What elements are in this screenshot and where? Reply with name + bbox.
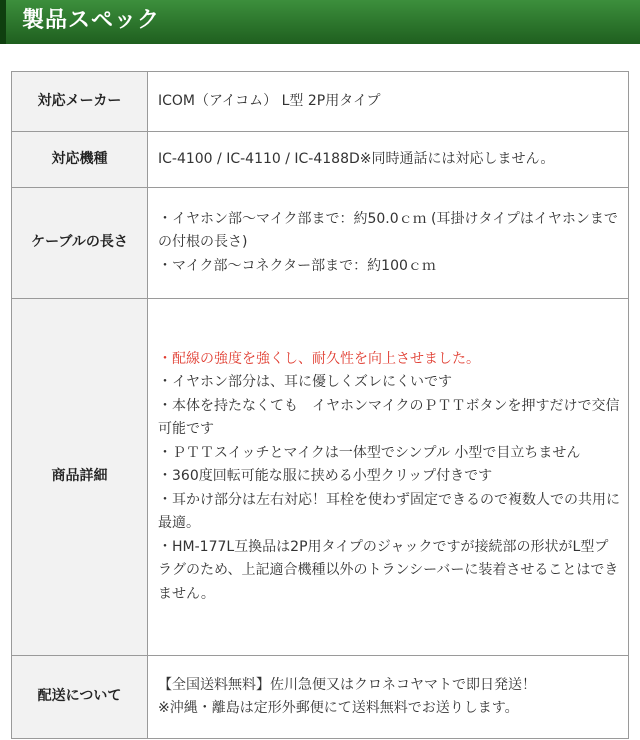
spec-line: ・マイク部〜コネクター部まで：約100ｃｍ — [158, 257, 436, 274]
section-header — [0, 0, 640, 44]
spec-line: ・360度回転可能な服に挟める小型クリップ付きです — [158, 468, 493, 485]
spec-line: ・HM-177L互換品は2P用タイプのジャックですが接続部の形状がL型プラグのため、上記適合機種以外のトランシーバーに装着させることはできません。 — [158, 538, 619, 602]
spec-line: ICOM（アイコム） L型 2P用タイプ — [158, 92, 381, 109]
section-title: 製品スペック — [22, 8, 161, 33]
spec-value — [148, 72, 629, 132]
spec-line: IC-4100 / IC-4110 / IC-4188D※同時通話には対応しません。 — [158, 150, 555, 167]
spec-line: ・イヤホン部〜マイク部まで：約50.0ｃｍ (耳掛けタイプはイヤホンまでの付根の長さ) — [158, 210, 618, 251]
spec-row-details — [12, 299, 629, 656]
spec-value — [148, 656, 629, 739]
spec-line: ・ＰＴＴスイッチとマイクは一体型でシンプル 小型で目立ちません — [158, 444, 581, 461]
spec-label: 対応機種 — [12, 132, 148, 188]
spec-label: 対応メーカー — [12, 72, 148, 132]
spec-line-highlight: ・配線の強度を強くし、耐久性を向上させました。 — [158, 350, 480, 367]
spec-value — [148, 188, 629, 299]
spec-line: ・イヤホン部分は、耳に優しくズレにくいです — [158, 374, 452, 391]
spec-value — [148, 299, 629, 656]
spec-line: ・耳かけ部分は左右対応！耳栓を使わず固定できるので複数人での共用に最適。 — [158, 491, 620, 532]
spec-line: ※沖縄・離島は定形外郵便にて送料無料でお送りします。 — [158, 700, 519, 716]
spec-line: ・本体を持たなくても イヤホンマイクのＰＴＴボタンを押すだけで交信可能です — [158, 397, 620, 438]
spec-label: ケーブルの長さ — [12, 188, 148, 299]
spec-row-maker — [12, 72, 629, 132]
spec-label: 商品詳細 — [12, 299, 148, 656]
spec-row-shipping — [12, 656, 629, 739]
spec-value — [148, 132, 629, 188]
spec-row-cable-length — [12, 188, 629, 299]
spec-row-models — [12, 132, 629, 188]
spec-table — [11, 71, 629, 739]
spec-label: 配送について — [12, 656, 148, 739]
spec-line: 【全国送料無料】佐川急便又はクロネコヤマトで即日発送！ — [158, 676, 536, 693]
